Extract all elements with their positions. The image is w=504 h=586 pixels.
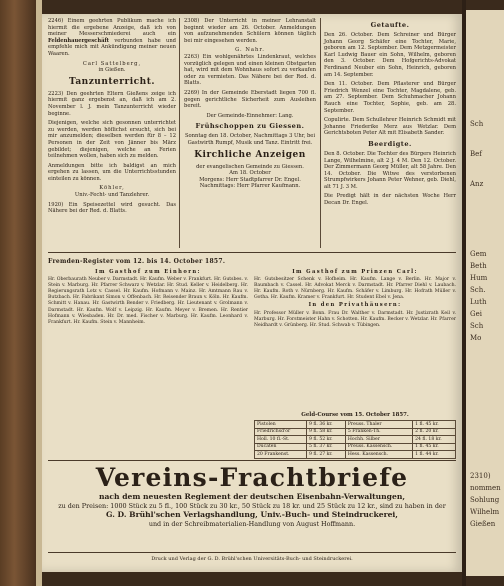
newspaper-page bbox=[42, 14, 462, 572]
geld-course bbox=[254, 412, 456, 459]
section-rule bbox=[48, 252, 456, 253]
facing-fragment: Luth bbox=[470, 298, 487, 306]
column-divider bbox=[179, 18, 180, 248]
table-row: 20 Frankenst. 9 fl. 27 kr. Hess. Kassensch. 1 fl. 44 kr. bbox=[255, 451, 456, 459]
facing-fragment: nommen bbox=[470, 484, 501, 492]
fremden-col-right bbox=[254, 268, 456, 329]
fremden-sub1: Im Gasthof zum Einhorn: bbox=[95, 269, 201, 275]
facing-fragment: Hum bbox=[470, 274, 488, 282]
tanz-body2: Anmeldungen bitte ich baldigst an mich ergehen zu lassen, um die Unterrichtsstunden einteilen zu können. bbox=[48, 162, 176, 182]
kirche-body: Morgens: Herr Stadtpfarrer Dr. Engel. Nachmittags: Herr Pfarrer Kaufmann. bbox=[199, 176, 301, 190]
table-row: Pistolen 9 fl. 36 kr. Preuss. Thaler 1 fl. 45 kr. bbox=[255, 421, 456, 429]
facing-fragment: Gießen bbox=[470, 520, 496, 528]
fremden-title: Fremden-Register vom 12. bis 14. October 1857. bbox=[48, 258, 226, 265]
fruehschoppen-heading: Frühschoppen zu Giessen. bbox=[195, 122, 305, 131]
table-row: Ducaten 5 fl. 37 kr. Preuss. Kassensch. 1 fl. 45 kr. bbox=[255, 443, 456, 451]
ad-2308: 2308) Der Unterricht in meiner Lehranstalt beginnt wieder am 26. October. Anmeldungen von aufzunehmenden Schülern können täglich bei mir eingesehen werden. bbox=[184, 18, 316, 44]
column-divider bbox=[320, 18, 321, 248]
signer-place: in Gießen. bbox=[98, 67, 126, 74]
ad-1920: 1920) Ein Speisezettel wird gesucht. Das Nähere bei der Red. d. Blatts. bbox=[48, 201, 176, 215]
tanz-heading: Tanzunterricht. bbox=[68, 76, 155, 87]
ad-line4: und in der Schreibmaterialien-Handlung von August Hoffmann. bbox=[148, 520, 356, 528]
getauft-body: Den 26. October. Dem Schreiner und Bürger Johann Georg Schäfer eine Tochter, Marie, geboren am 12. September. Dem Metzgermeister Karl Ludwig Bauer ein Sohn, Wilhelm, geboren den 3. October. Dem Hofgerichts-Advokat Ferdinand Neuber ein Sohn, Heinrich, geboren am 14. September. bbox=[324, 32, 456, 78]
kirche-date: Am 18. October bbox=[229, 170, 271, 177]
frachtbriefe-ad bbox=[48, 464, 456, 528]
beerd-body: Den 8. October. Die Tochter des Bürgers Heinrich Lange, Wilhelmine, alt 2 J. 4 M. Den 12. October. Der Zimmermann Georg Müller, alt 58 Jahre. Den 14. October. Die Witwe des verstorbenen Strumpfwirkers Johann Peter Wehner, geb. Diehl, alt 71 J. 3 M. bbox=[324, 150, 456, 190]
ad-line3: G. D. Brühl'schen Verlagshandlung, Univ.-Buch- und Steindruckerei, bbox=[106, 510, 398, 519]
facing-fragment: Sohlung bbox=[470, 496, 500, 504]
beerd-heading: Beerdigte. bbox=[368, 139, 412, 148]
column-right bbox=[324, 18, 456, 210]
ad-2308-signer: G. Nahr. bbox=[235, 47, 265, 54]
tanz-body: Diejenigen, welche sich gesonnen unterrichtet zu werden, werden höflichst ersucht, sich bei mir anzumelden; dieselben werden für 8 – 12 Personen in der Zeit von Jänner bis März gebildet; diejenigen, welche an Ferien teilnehmen wollen, haben sich zu melden. bbox=[48, 120, 176, 160]
facing-fragment: 2310) bbox=[470, 472, 491, 480]
column-middle bbox=[184, 18, 316, 193]
ad-2246: 2246) Einem geehrten Publikum mache ich hiermit die ergebene Anzeige, daß ich von meiner Messerschmiederei auch ein Feldenhauergeschäft verbunden habe und empfehle mich mit Ankündigung meiner neuen Waaren. bbox=[48, 18, 176, 57]
fremden-sub2: Im Gasthof zum Prinzen Carl: bbox=[292, 269, 418, 275]
getauft-body3: Copulirte. Dem Schullehrer Heinrich Schmidt mit Johanne Friederike Merz aus Wetzlar. Dem Gerichtsboten Peter Alt mit Elisabeth Sander. bbox=[324, 117, 456, 137]
fremden-list3: Hr. Professor Müller v. Bonn. Frau Dr. Walther v. Darmstadt. Hr. Justizrath Keil v. Marburg. Hr. Forstmeister Hahn v. Schotten. Hr. Kaufm. Becker v. Wetzlar. Hr. Pfarrer Neidhardt v. Grünberg. Hr. Stud. Schwab v. Tübingen. bbox=[254, 310, 456, 328]
fruehschoppen-body: Sonntag den 18. October, Nachmittags 3 Uhr, bei Gastwirth Rumpf, Musik und Tanz. Eintritt frei. bbox=[184, 133, 316, 146]
book-spine bbox=[0, 0, 36, 586]
ad-line1: nach dem neuesten Reglement der deutschen Eisenbahn-Verwaltungen, bbox=[98, 492, 405, 501]
facing-fragment: Beth bbox=[470, 262, 487, 270]
facing-fragment: Bef bbox=[470, 150, 482, 158]
kirche-sub: der evangelischen Gemeinde zu Giessen. bbox=[196, 163, 304, 170]
tanz-2223: 2223) Den geehrten Eltern Gießens zeige ich hiermit ganz ergebenst an, daß ich am 2. November l. J. mein Tanzunterricht wieder beginne. bbox=[48, 90, 176, 117]
imprint-footer: Druck und Verlag der G. D. Brühl'schen Universitäts-Buch- und Steindruckerei. bbox=[151, 556, 353, 562]
getauft-heading: Getaufte. bbox=[370, 21, 410, 29]
facing-page bbox=[466, 10, 504, 576]
ad-2269: 2269) In der Gemeinde Eberstadt liegen 700 fl. gegen gerichtliche Sicherheit zum Ausleihen bereit. bbox=[184, 89, 316, 110]
facing-fragment: Sch bbox=[470, 120, 484, 128]
ad-2269-signer: Der Gemeinde-Einnehmer: Lang. bbox=[206, 112, 294, 119]
ad-title: Vereins-Frachtbriefe bbox=[95, 463, 409, 492]
predigt: Die Predigt hält in der nächsten Woche Herr Decan Dr. Engel. bbox=[324, 193, 456, 207]
fremden-sub3: In den Privathäusern: bbox=[308, 302, 402, 309]
fremden-list1: Hr. Oberbaurath Neuber v. Darmstadt. Hr. Kaufm. Weber v. Frankfurt. Hr. Gutsbes. v. Stein v. Marburg. Hr. Pfarrer Schwarz v. Wetzlar. Hr. Stud. Keller v. Heidelberg. Hr. Regierungsrath Lotz v. Cassel. Hr. Kaufm. Hofmann v. Mainz. Hr. Amtmann Rau v. Butzbach. Hr. Fabrikant Simon v. Offenbach. Hr. Reisender Braun v. Köln. Hr. Kaufm. Schmitt v. Hanau. Hr. Gastwirth Bender v. Friedberg. Hr. Lieutenant v. Grolmann v. Darmstadt. Hr. Kaufm. Wolf v. Leipzig. Hr. Kaufm. Meyer v. Bremen. Hr. Rentier Hofmann v. Wiesbaden. Hr. Dr. med. Fischer v. Marburg. Hr. Kaufm. Leonhard v. Frankfurt. Hr. Kaufm. Stein v. Mannheim. bbox=[48, 277, 248, 325]
fremden-col-left bbox=[48, 268, 248, 326]
facing-fragment: Sch. bbox=[470, 286, 486, 294]
facing-fragment: Wilhelm bbox=[470, 508, 500, 516]
fremden-list2: Hr. Gutsbesitzer Schenk v. Hofheim. Hr. Kaufm. Lange v. Berlin. Hr. Major v. Baumbach v. Cassel. Hr. Advokat Merck v. Darmstadt. Hr. Pfarrer Diehl v. Laubach. Hr. Kaufm. Roth v. Nürnberg. Hr. Kaufm. Schäfer v. Limburg. Hr. Hofrath Müller v. Gotha. Hr. Kaufm. Kramer v. Frankfurt. Hr. Student Ebel v. Jena. bbox=[254, 277, 456, 301]
getauft-body2: Den 11. October. Dem Pflasterer und Bürger Friedrich Wenzel eine Tochter, Magdalene, geb. am 27. September. Dem Schuhmacher Johann Rauch eine Tochter, Sophie, geb. am 28. September. bbox=[324, 81, 456, 114]
table-row: Friedrichsd'or 9 fl. 58 kr. 5 Franken-Th. 2 fl. 20 kr. bbox=[255, 428, 456, 436]
facing-fragment: Mo bbox=[470, 334, 482, 342]
table-row: Holl. 10 fl.-St. 9 fl. 52 kr. Hochh. Silber 24 fl. 18 kr. bbox=[255, 436, 456, 444]
section-rule bbox=[48, 460, 456, 461]
tanz-signer: Köhler, bbox=[99, 185, 125, 192]
ad-line2: zu den Preisen: 1000 Stück zu 5 fl., 100 Stück zu 30 kr., 50 Stück zu 18 kr. und 25 Stück zu 12 kr., sind zu haben in der bbox=[58, 502, 446, 510]
tanz-signer-title: Univ.-Fecht- und Tanzlehrer. bbox=[74, 192, 150, 199]
facing-fragment: Anz bbox=[470, 180, 484, 188]
signer: Carl Sattelberg, bbox=[82, 60, 142, 67]
facing-fragment: Sch bbox=[470, 322, 484, 330]
facing-fragment: Gei bbox=[470, 310, 482, 318]
geld-title: Geld-Course vom 15. October 1857. bbox=[301, 412, 409, 418]
ad-2263: 2263) Ein wohlgenährtes Lindenkraut, welches vorzüglich gelegen und einen kleinen Obstgarten hat, wird mit dem Wohnhaus sofort zu verkaufen oder zu vermieten. Das Nähere bei der Red. d. Blatts. bbox=[184, 53, 316, 87]
facing-fragment: Gem bbox=[470, 250, 487, 258]
column-left bbox=[48, 18, 176, 218]
geld-table bbox=[254, 420, 456, 459]
kirche-heading: Kirchliche Anzeigen bbox=[194, 149, 306, 160]
section-rule bbox=[48, 552, 456, 553]
